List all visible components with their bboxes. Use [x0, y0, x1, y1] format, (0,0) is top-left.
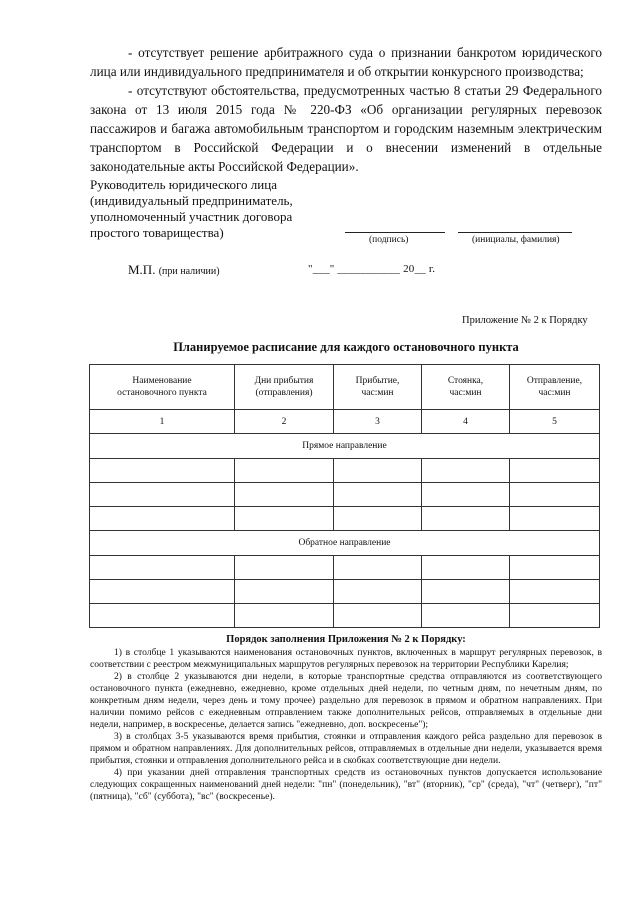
instruction-1: 1) в столбце 1 указываются наименования остановочных пунктов, включенных в маршрут регулярных перевозок, в соответствии с реестром межмуниципальных маршрутов регулярных перевозок на территории Республики Карелия; — [90, 647, 602, 670]
table-cell[interactable] — [334, 483, 422, 507]
table-cell[interactable] — [334, 580, 422, 604]
table-cell[interactable] — [235, 556, 334, 580]
instruction-2: 2) в столбце 2 указываются дни недели, в которые транспортные средства отправляются из соответствующего остановочного пункта (ежедневно, ежедневно, кроме отдельных дней недели, по четным дням, по нечетным дням, по конкретным дням недели, через день и тому прочее) раздельно для перевозок в прямом и обратном направлениях. При наличии помимо рейсов с ежедневным отправлением также дополнительных рейсов, отправляемых в отдельные дни недели, например, в воскресенье, делается запись "ежедневно, доп. воскресенье"); — [90, 671, 602, 730]
filling-instructions — [90, 634, 602, 803]
table-cell[interactable] — [235, 604, 334, 628]
table-cell[interactable] — [422, 459, 510, 483]
signature-caption: (подпись) — [369, 235, 409, 245]
table-row[interactable] — [90, 483, 600, 507]
table-cell[interactable] — [235, 483, 334, 507]
section-back-row — [90, 531, 600, 556]
section-forward-label: Прямое направление — [90, 434, 600, 459]
section-forward-row — [90, 434, 600, 459]
date-field[interactable]: "___" ___________ 20__ г. — [308, 263, 436, 275]
header-departure: Отправление, час:мин — [510, 365, 600, 410]
signer-title-line-2: (индивидуальный предприниматель, — [90, 193, 293, 208]
instruction-4: 4) при указании дней отправления транспортных средств из остановочных пунктов допускается использование следующих сокращенных наименований дней недели: "пн" (понедельник), "вт" (вторник), "ср" (среда), "чт" (четверг), "пт" (пятница), "сб" (суббота), "вс" (воскресенье). — [90, 767, 602, 802]
table-cell[interactable] — [422, 556, 510, 580]
signer-title-line-3: уполномоченный участник договора — [90, 209, 293, 224]
table-number-row — [90, 410, 600, 434]
stamp-label: М.П. — [128, 262, 156, 277]
appendix-label: Приложение № 2 к Порядку — [462, 315, 588, 326]
column-number: 5 — [510, 410, 600, 434]
table-cell[interactable] — [334, 507, 422, 531]
column-number: 4 — [422, 410, 510, 434]
table-row[interactable] — [90, 459, 600, 483]
table-cell[interactable] — [235, 580, 334, 604]
instructions-title: Порядок заполнения Приложения № 2 к Порядку: — [226, 634, 466, 645]
table-row[interactable] — [90, 604, 600, 628]
table-cell[interactable] — [510, 459, 600, 483]
table-header-row — [90, 365, 600, 410]
table-cell[interactable] — [235, 507, 334, 531]
column-number: 3 — [334, 410, 422, 434]
table-cell[interactable] — [90, 459, 235, 483]
table-cell[interactable] — [422, 483, 510, 507]
instruction-3: 3) в столбцах 3-5 указываются время прибытия, стоянки и отправления каждого рейса раздельно для перевозок в прямом и обратном направлениях. Для дополнительных рейсов, отправляемых в отдельные дни недели, указывается время прибытия, стоянки и отправления дополнительного рейса и в скобках соответствующие дни недели. — [90, 731, 602, 766]
table-row[interactable] — [90, 580, 600, 604]
table-cell[interactable] — [90, 604, 235, 628]
table-cell[interactable] — [510, 556, 600, 580]
table-cell[interactable] — [235, 459, 334, 483]
table-cell[interactable] — [90, 580, 235, 604]
table-cell[interactable] — [90, 556, 235, 580]
table-cell[interactable] — [334, 556, 422, 580]
header-arrival: Прибытие, час:мин — [334, 365, 422, 410]
section-back-label: Обратное направление — [90, 531, 600, 556]
header-days: Дни прибытия (отправления) — [235, 365, 334, 410]
table-cell[interactable] — [510, 507, 600, 531]
table-cell[interactable] — [334, 459, 422, 483]
table-cell[interactable] — [334, 604, 422, 628]
signer-title-line-4: простого товарищества) — [90, 225, 224, 240]
table-cell[interactable] — [422, 507, 510, 531]
schedule-table — [89, 364, 600, 628]
stamp-note: (при наличии) — [158, 266, 220, 277]
stamp-place — [128, 262, 220, 278]
header-stop-time: Стоянка, час:мин — [422, 365, 510, 410]
header-stop-name: Наименование остановочного пункта — [90, 365, 235, 410]
column-number: 2 — [235, 410, 334, 434]
intro-paragraphs — [90, 43, 602, 176]
table-cell[interactable] — [90, 507, 235, 531]
table-cell[interactable] — [510, 604, 600, 628]
table-cell[interactable] — [422, 604, 510, 628]
table-cell[interactable] — [90, 483, 235, 507]
name-line[interactable] — [458, 232, 572, 233]
signature-line[interactable] — [345, 232, 445, 233]
column-number: 1 — [90, 410, 235, 434]
table-cell[interactable] — [422, 580, 510, 604]
paragraph-bankruptcy: - отсутствует решение арбитражного суда о признании банкротом юридического лица или индивидуального предпринимателя и об открытии конкурсного производства; — [90, 45, 602, 79]
signer-title-line-1: Руководитель юридического лица — [90, 177, 277, 192]
schedule-title: Планируемое расписание для каждого остановочного пункта — [173, 340, 519, 354]
name-caption: (инициалы, фамилия) — [472, 235, 560, 245]
signature-block — [90, 177, 320, 241]
table-row[interactable] — [90, 556, 600, 580]
table-cell[interactable] — [510, 580, 600, 604]
table-cell[interactable] — [510, 483, 600, 507]
paragraph-circumstances: - отсутствуют обстоятельства, предусмотренных частью 8 статьи 29 Федерального закона от 13 июля 2015 года № 220-ФЗ «Об организации регулярных перевозок пассажиров и багажа автомобильным транспортом и городским наземным электрическим транспортом в Российской Федерации и о внесении изменений в отдельные законодательные акты Российской Федерации». — [90, 83, 602, 174]
table-row[interactable] — [90, 507, 600, 531]
